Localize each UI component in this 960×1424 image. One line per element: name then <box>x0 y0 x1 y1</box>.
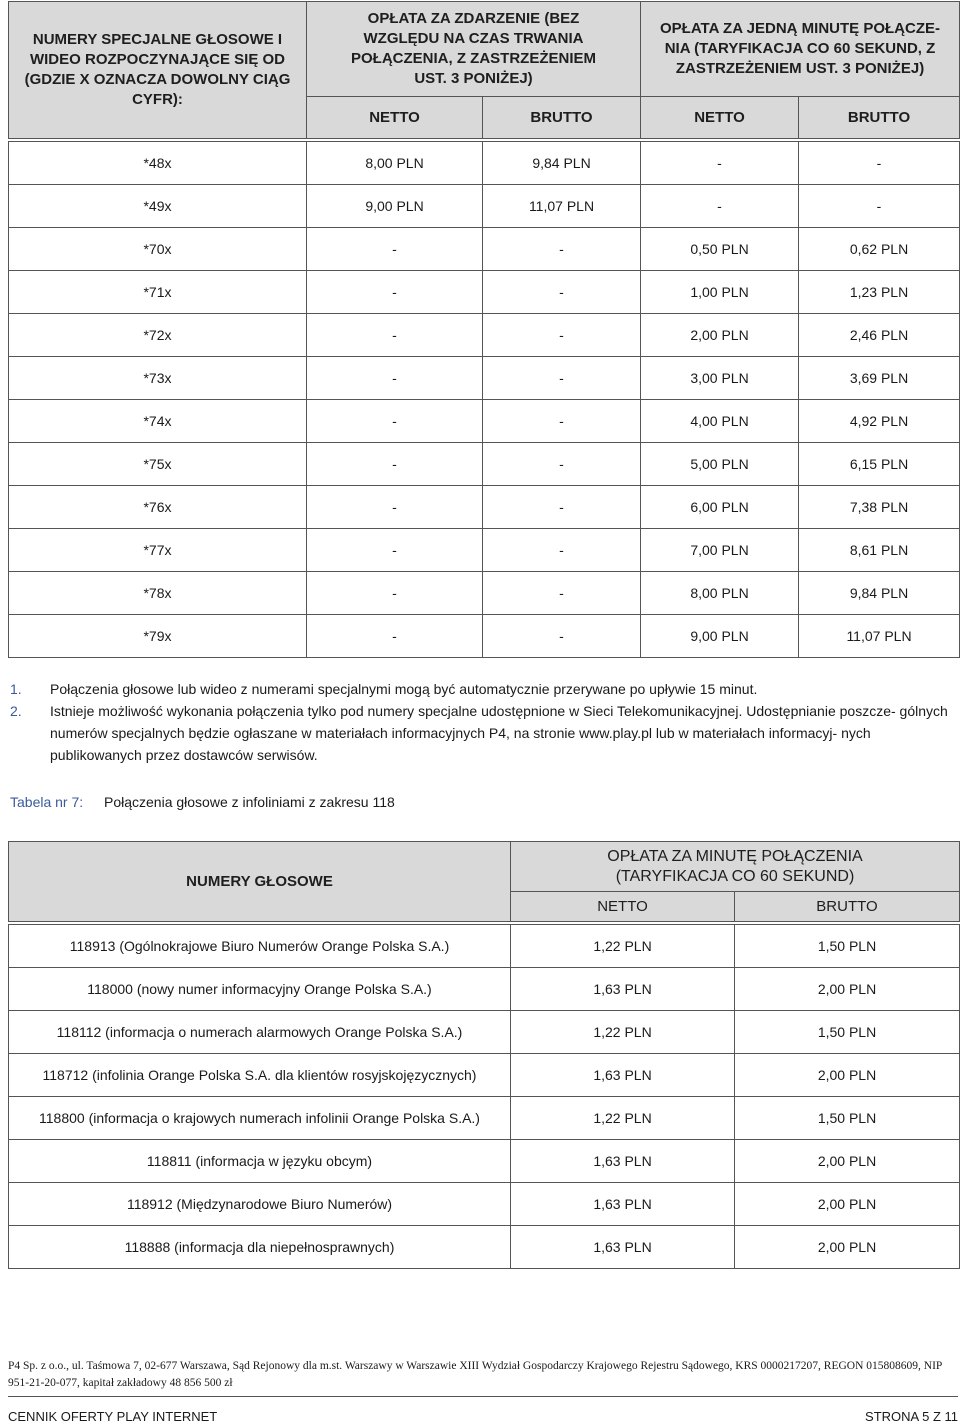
table-row <box>9 615 960 658</box>
table-cell: *79x <box>9 615 307 658</box>
table-cell: - <box>307 400 483 443</box>
table-row <box>9 1097 960 1140</box>
table-cell: 7,00 PLN <box>641 529 799 572</box>
table-cell: 4,92 PLN <box>799 400 960 443</box>
table-cell: - <box>307 314 483 357</box>
header-brutto: BRUTTO <box>483 97 641 139</box>
table-cell: 1,50 PLN <box>735 925 960 968</box>
table-cell: 2,00 PLN <box>735 1140 960 1183</box>
table-cell: - <box>307 529 483 572</box>
table-cell: *76x <box>9 486 307 529</box>
table-row <box>9 228 960 271</box>
table-cell: - <box>307 572 483 615</box>
table-cell: 1,63 PLN <box>511 1140 735 1183</box>
table-cell: 1,22 PLN <box>511 925 735 968</box>
table-row <box>9 400 960 443</box>
table-cell: 1,63 PLN <box>511 1226 735 1269</box>
table-cell: - <box>307 271 483 314</box>
table-cell: - <box>483 314 641 357</box>
caption-title: Połączenia głosowe z infoliniami z zakresu 118 <box>104 794 395 810</box>
table-row <box>9 529 960 572</box>
table-cell: 118712 (infolinia Orange Polska S.A. dla klientów rosyjskojęzycznych) <box>9 1054 511 1097</box>
header-netto: NETTO <box>511 892 735 922</box>
note-number: 2. <box>10 703 22 719</box>
table-cell: *78x <box>9 572 307 615</box>
table-cell: 1,63 PLN <box>511 1054 735 1097</box>
table-cell: 3,00 PLN <box>641 357 799 400</box>
table-cell: 0,62 PLN <box>799 228 960 271</box>
table-cell: 1,22 PLN <box>511 1097 735 1140</box>
table-cell: 6,15 PLN <box>799 443 960 486</box>
table-cell: - <box>483 615 641 658</box>
table-cell: - <box>307 357 483 400</box>
table-cell: 8,00 PLN <box>641 572 799 615</box>
table-row <box>9 486 960 529</box>
table-cell: 11,07 PLN <box>483 185 641 228</box>
table-cell: - <box>483 529 641 572</box>
table-cell: *73x <box>9 357 307 400</box>
table-cell: - <box>307 228 483 271</box>
table-cell: 118888 (informacja dla niepełnosprawnych) <box>9 1226 511 1269</box>
special-numbers-table <box>8 1 960 658</box>
table-cell: - <box>307 443 483 486</box>
table-row <box>9 1226 960 1269</box>
table-cell: *49x <box>9 185 307 228</box>
note-2 <box>10 700 955 766</box>
table-row <box>9 968 960 1011</box>
table-cell: - <box>483 400 641 443</box>
table-row <box>9 443 960 486</box>
table-cell: - <box>641 142 799 185</box>
table-cell: 1,63 PLN <box>511 1183 735 1226</box>
table-cell: 1,63 PLN <box>511 968 735 1011</box>
table-cell: 1,23 PLN <box>799 271 960 314</box>
table-cell: 118913 (Ogólnokrajowe Biuro Numerów Orange Polska S.A.) <box>9 925 511 968</box>
table-cell: *72x <box>9 314 307 357</box>
table-cell: - <box>483 572 641 615</box>
table-row <box>9 1054 960 1097</box>
table-cell: 6,00 PLN <box>641 486 799 529</box>
table-cell: 2,00 PLN <box>641 314 799 357</box>
table-cell: - <box>483 357 641 400</box>
table-cell: 1,22 PLN <box>511 1011 735 1054</box>
caption-label: Tabela nr 7: <box>10 794 84 810</box>
table-cell: *77x <box>9 529 307 572</box>
table-row <box>9 185 960 228</box>
note-1 <box>10 678 955 700</box>
footer-bar <box>8 1409 958 1424</box>
infoline-table <box>8 841 960 1269</box>
page-number: STRONA 5 Z 11 <box>865 1409 958 1424</box>
table-cell: 8,00 PLN <box>307 142 483 185</box>
table-row <box>9 271 960 314</box>
table-cell: - <box>307 615 483 658</box>
table-cell: *48x <box>9 142 307 185</box>
table-row <box>9 314 960 357</box>
note-number: 1. <box>10 681 22 697</box>
header-minute-fee: OPŁATA ZA MINUTĘ POŁĄCZENIA (TARYFIKACJA CO 60 SEKUND) <box>511 842 960 892</box>
table-cell: 118912 (Międzynarodowe Biuro Numerów) <box>9 1183 511 1226</box>
header-minute-fee: OPŁATA ZA JEDNĄ MINUTĘ POŁĄCZE- NIA (TARYFIKACJA CO 60 SEKUND, Z ZASTRZEŻENIEM UST. 3 PONIŻEJ) <box>641 2 960 97</box>
table-row <box>9 1183 960 1226</box>
table-cell: 2,00 PLN <box>735 968 960 1011</box>
note-text: Istnieje możliwość wykonania połączenia tylko pod numery specjalne udostępnione w Sieci Telekomunikacyjnej. Udostępnianie poszcze- gólnych numerów specjalnych będzie ogłaszane w materiałach informacyjnych P4, na stronie www.play.pl lub w materiałach informacyj- nych publikowanych przez dostawców serwisów. <box>50 703 948 763</box>
table-cell: 2,46 PLN <box>799 314 960 357</box>
table-cell: *74x <box>9 400 307 443</box>
table-cell: 9,00 PLN <box>641 615 799 658</box>
table-cell: 4,00 PLN <box>641 400 799 443</box>
table-cell: 118000 (nowy numer informacyjny Orange Polska S.A.) <box>9 968 511 1011</box>
table-cell: - <box>641 185 799 228</box>
table-row <box>9 572 960 615</box>
header-voice-numbers: NUMERY GŁOSOWE <box>9 842 511 922</box>
table-cell: - <box>483 486 641 529</box>
table-cell: 2,00 PLN <box>735 1054 960 1097</box>
table-cell: 11,07 PLN <box>799 615 960 658</box>
header-brutto: BRUTTO <box>799 97 960 139</box>
table-cell: 118800 (informacja o krajowych numerach infolinii Orange Polska S.A.) <box>9 1097 511 1140</box>
table-cell: *75x <box>9 443 307 486</box>
table-cell: *71x <box>9 271 307 314</box>
table-cell: 1,00 PLN <box>641 271 799 314</box>
header-special-numbers: NUMERY SPECJALNE GŁOSOWE I WIDEO ROZPOCZYNAJĄCE SIĘ OD (GDZIE X OZNACZA DOWOLNY CIĄG CYFR): <box>9 2 307 139</box>
table-cell: *70x <box>9 228 307 271</box>
table-cell: 9,00 PLN <box>307 185 483 228</box>
table-cell: - <box>483 443 641 486</box>
table-row <box>9 1140 960 1183</box>
table-cell: 1,50 PLN <box>735 1011 960 1054</box>
table-row <box>9 1011 960 1054</box>
table-cell: 0,50 PLN <box>641 228 799 271</box>
table-row <box>9 357 960 400</box>
table-cell: 5,00 PLN <box>641 443 799 486</box>
table-cell: - <box>483 228 641 271</box>
table-cell: - <box>799 142 960 185</box>
notes <box>10 678 955 766</box>
table-caption <box>10 794 395 810</box>
table-row <box>9 142 960 185</box>
table-cell: - <box>483 271 641 314</box>
header-netto: NETTO <box>307 97 483 139</box>
note-text: Połączenia głosowe lub wideo z numerami specjalnymi mogą być automatycznie przerywane po upływie 15 minut. <box>50 681 758 697</box>
table-row <box>9 925 960 968</box>
table-cell: 8,61 PLN <box>799 529 960 572</box>
footer-divider <box>8 1396 958 1397</box>
table-cell: 3,69 PLN <box>799 357 960 400</box>
table-cell: 9,84 PLN <box>799 572 960 615</box>
header-brutto: BRUTTO <box>735 892 960 922</box>
table-cell: - <box>799 185 960 228</box>
table-cell: 9,84 PLN <box>483 142 641 185</box>
table-cell: 2,00 PLN <box>735 1183 960 1226</box>
table-cell: 118811 (informacja w języku obcym) <box>9 1140 511 1183</box>
table-cell: - <box>307 486 483 529</box>
header-netto: NETTO <box>641 97 799 139</box>
table-cell: 7,38 PLN <box>799 486 960 529</box>
table-cell: 118112 (informacja o numerach alarmowych Orange Polska S.A.) <box>9 1011 511 1054</box>
footer-title: CENNIK OFERTY PLAY INTERNET <box>8 1409 218 1424</box>
table-cell: 2,00 PLN <box>735 1226 960 1269</box>
legal-footer: P4 Sp. z o.o., ul. Taśmowa 7, 02-677 Warszawa, Sąd Rejonowy dla m.st. Warszawy w Warszawie XIII Wydział Gospodarczy Krajowego Rejestru Sądowego, KRS 0000217207, REGON 015808609, NIP 951-21-20-077, kapitał zakładowy 48 856 500 zł <box>8 1360 942 1389</box>
table-cell: 1,50 PLN <box>735 1097 960 1140</box>
header-event-fee: OPŁATA ZA ZDARZENIE (BEZ WZGLĘDU NA CZAS TRWANIA POŁĄCZENIA, Z ZASTRZEŻENIEM UST. 3 PONIŻEJ) <box>307 2 641 97</box>
